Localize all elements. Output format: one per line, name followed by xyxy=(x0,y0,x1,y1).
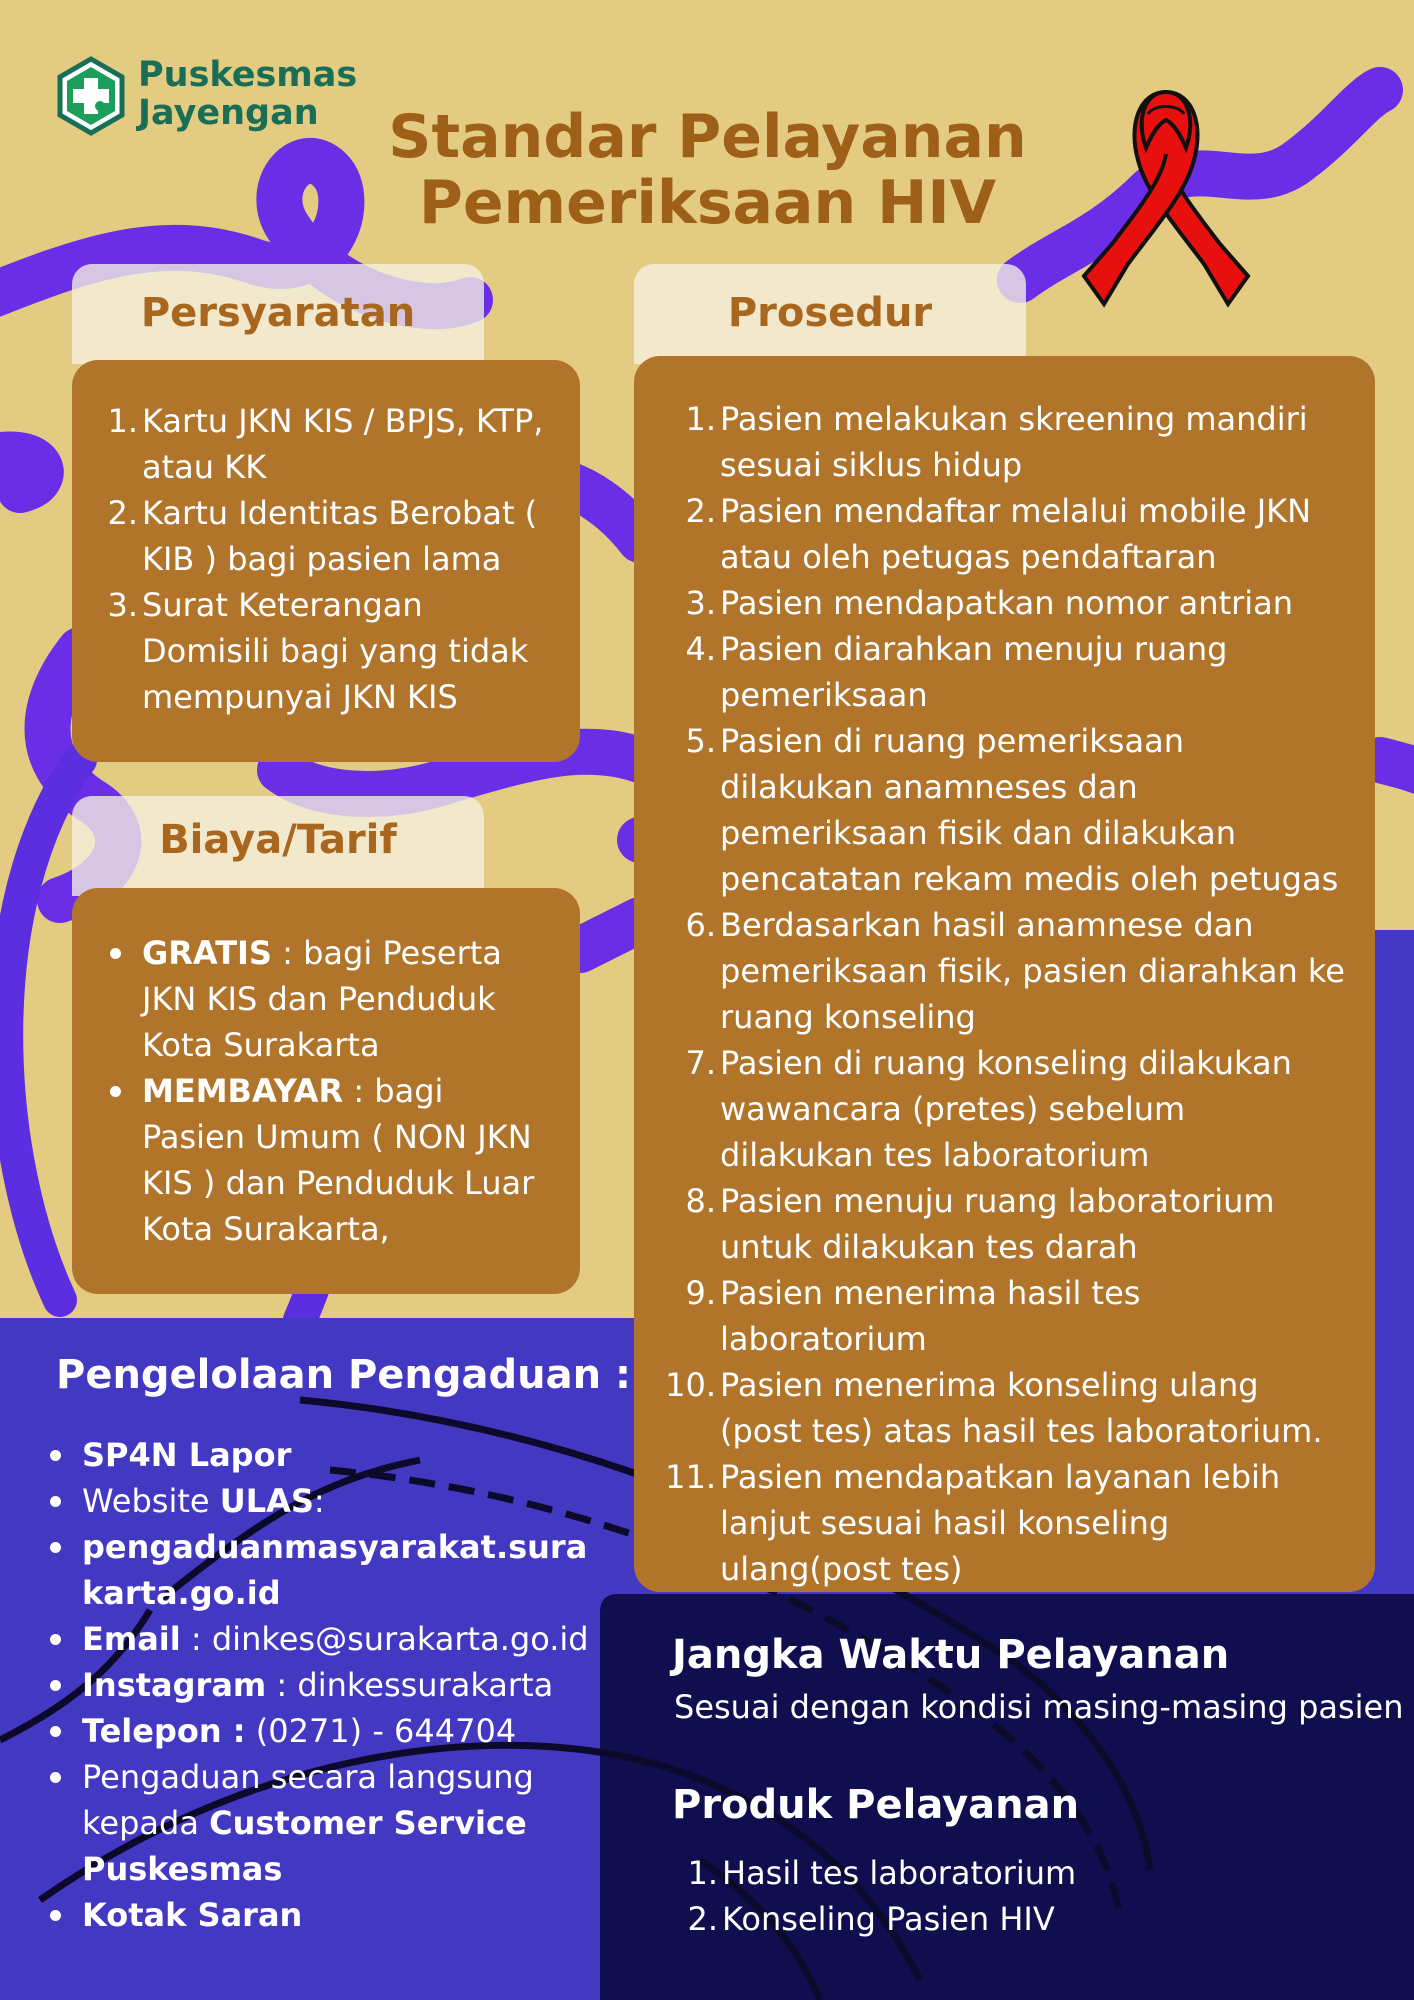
list-item: 2. Kartu Identitas Berobat ( KIB ) bagi pasien lama xyxy=(107,494,538,578)
title-line2: Pemeriksaan HIV xyxy=(418,168,997,238)
persyaratan-card xyxy=(72,360,580,762)
list-item: MEMBAYAR : bagi Pasien Umum ( NON JKN KIS ) dan Penduduk Luar Kota Surakarta, xyxy=(104,1068,556,1252)
tab-biaya-tarif xyxy=(72,796,484,896)
list-item: pengaduanmasyarakat.surakarta.go.id xyxy=(44,1524,604,1616)
red-aids-ribbon-icon xyxy=(1078,64,1254,310)
list-item: 2. Konseling Pasien HIV xyxy=(687,1900,1055,1938)
logo-name-line2: Jayengan xyxy=(138,93,319,133)
prosedur-card xyxy=(634,356,1375,1592)
list-item: Instagram : dinkessurakarta xyxy=(44,1662,604,1708)
list-item: GRATIS : bagi Peserta JKN KIS dan Penduduk Kota Surakarta xyxy=(104,930,556,1068)
list-item: Email : dinkes@surakarta.go.id xyxy=(44,1616,604,1662)
list-item: Pengaduan secara langsung kepada Customer Service Puskesmas xyxy=(44,1754,604,1892)
pengaduan-heading: Pengelolaan Pengaduan : xyxy=(56,1352,632,1398)
biaya-list xyxy=(72,888,580,1252)
list-item: 5. Pasien di ruang pemeriksaan dilakukan anamneses dan pemeriksaan fisik dan dilakukan pencatatan rekam medis oleh petugas xyxy=(685,722,1339,898)
list-item: SP4N Lapor xyxy=(44,1432,604,1478)
list-item: 1. Hasil tes laboratorium xyxy=(687,1854,1077,1892)
list-item: Kotak Saran xyxy=(44,1892,604,1938)
persyaratan-heading: Persyaratan xyxy=(140,290,416,336)
list-item: 11. Pasien mendapatkan layanan lebih lanjut sesuai hasil konseling ulang(post tes) xyxy=(665,1458,1281,1588)
logo-name-line1: Puskesmas xyxy=(138,55,358,95)
list-item: 3. Pasien mendapatkan nomor antrian xyxy=(685,584,1294,622)
puskesmas-logo xyxy=(56,56,357,136)
list-item: 3. Surat Keterangan Domisili bagi yang tidak mempunyai JKN KIS xyxy=(107,586,529,716)
biaya-heading: Biaya/Tarif xyxy=(159,817,397,863)
health-cross-logo-icon xyxy=(56,56,126,136)
produk-heading: Produk Pelayanan xyxy=(672,1782,1080,1828)
list-item: 9. Pasien menerima hasil tes laboratorium xyxy=(685,1274,1141,1358)
list-item: 6. Berdasarkan hasil anamnese dan pemeriksaan fisik, pasien diarahkan ke ruang konseling xyxy=(685,906,1345,1036)
title-line1: Standar Pelayanan xyxy=(388,102,1027,172)
page-title xyxy=(370,104,1045,236)
tab-persyaratan xyxy=(72,264,484,364)
list-item: 10. Pasien menerima konseling ulang (post tes) atas hasil tes laboratorium. xyxy=(665,1366,1323,1450)
jangka-waktu-text: Sesuai dengan kondisi masing-masing pasien xyxy=(674,1688,1404,1726)
prosedur-heading: Prosedur xyxy=(727,290,933,336)
logo-text xyxy=(138,56,357,132)
list-item: Website ULAS: xyxy=(44,1478,604,1524)
prosedur-list xyxy=(634,356,1375,1592)
list-item: 8. Pasien menuju ruang laboratorium untuk dilakukan tes darah xyxy=(685,1182,1275,1266)
pengaduan-list xyxy=(44,1432,604,1938)
list-item: 4. Pasien diarahkan menuju ruang pemeriksaan xyxy=(685,630,1228,714)
list-item: 1. Kartu JKN KIS / BPJS, KTP, atau KK xyxy=(107,402,544,486)
persyaratan-list xyxy=(72,360,580,720)
tab-prosedur xyxy=(634,264,1026,364)
produk-list xyxy=(672,1850,1272,1942)
biaya-card xyxy=(72,888,580,1294)
jangka-waktu-heading: Jangka Waktu Pelayanan xyxy=(672,1632,1230,1678)
list-item: 2. Pasien mendaftar melalui mobile JKN atau oleh petugas pendaftaran xyxy=(685,492,1312,576)
list-item: Telepon : (0271) - 644704 xyxy=(44,1708,604,1754)
list-item: 7. Pasien di ruang konseling dilakukan wawancara (pretes) sebelum dilakukan tes laboratorium xyxy=(685,1044,1292,1174)
list-item: 1. Pasien melakukan skreening mandiri sesuai siklus hidup xyxy=(685,400,1308,484)
